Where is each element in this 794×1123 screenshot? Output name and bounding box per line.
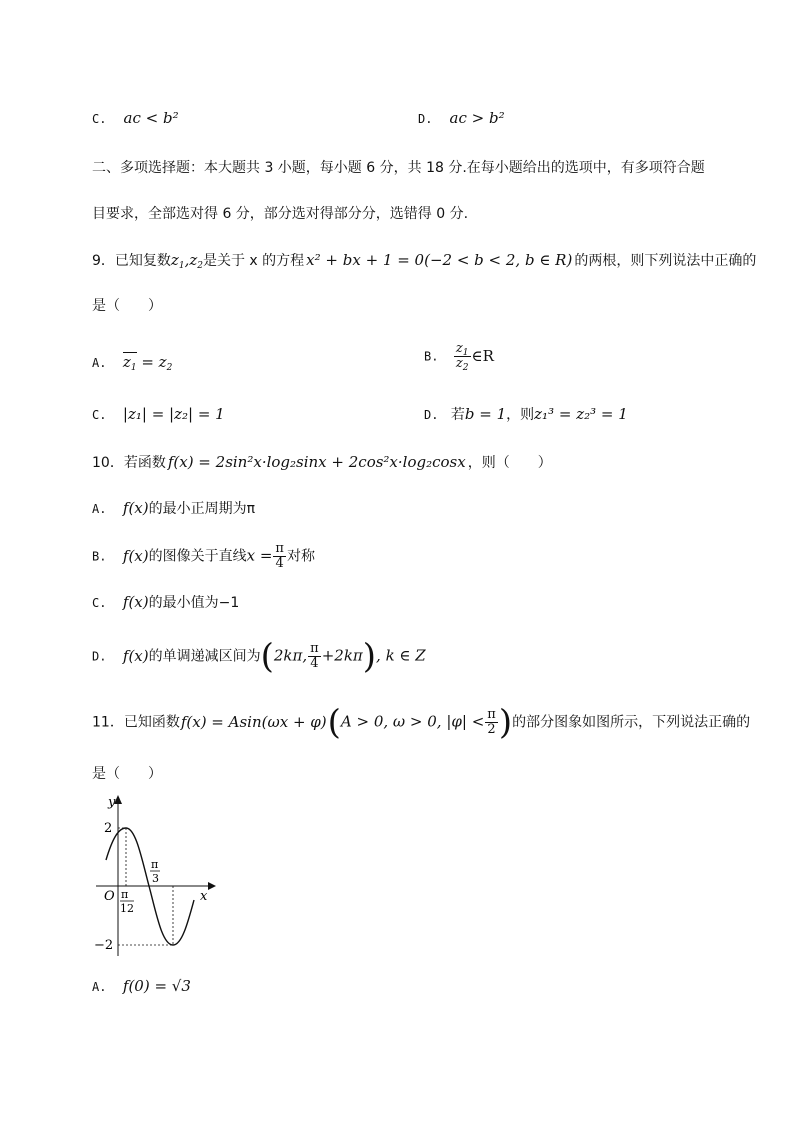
question-number: 11． [92,714,124,731]
x-axis-arrow [208,882,216,890]
y-max-label: 2 [104,821,113,836]
x-tick2-num: π [151,858,159,871]
option-9d: D. 若b = 1，则z₁³ = z₂³ = 1 [424,405,628,423]
option-label: B. [92,549,107,564]
option-label: C. [92,112,107,126]
option-d-prev [418,108,505,127]
question-text: 已知复数 [114,253,171,269]
x-tick2-den: 3 [152,872,159,885]
equation: x² + bx + 1 = 0(−2 < b < 2, b ∈ R) [306,251,573,269]
option-label: A. [92,356,107,370]
option-label: B. [424,349,439,364]
option-label: C. [92,408,107,422]
option-10d: D. f(x)的单调递减区间为(2kπ, $\frac{\pi}{4}$ +2kπ), k ∈ Z [92,636,426,677]
option-label: A. [92,980,107,994]
y-axis-label: y [108,795,116,810]
question-number: 9． [92,253,115,269]
y-min-label: −2 [94,938,114,953]
option-9c [92,404,225,425]
option-10b: B. f(x)的图像关于直线x = $\frac{\pi}{4}$ 对称 [92,541,315,571]
option-math: $z_1 = z_2$ [122,353,173,373]
option-11a [92,976,191,997]
option-label: D. [92,649,107,664]
option-9b [424,342,494,371]
option-math: f(0) = √3 [122,977,191,995]
option-10c: C. f(x)的最小值为−1 [92,593,240,611]
question-11-stem: 11．已知函数f(x) = Asin(ωx + φ)(A > 0, ω > 0, |φ| < $\frac{\pi}{2}$ )的部分图象如图所示，下列说法正确的 [92,702,751,743]
option-math: $\frac{z_1}{z_2}$ ∈R [455,341,494,373]
question-9-stem [92,250,756,271]
section-heading-line2: 目要求，全部选对得 6 分，部分选对得部分分，选错得 0 分. [92,206,469,222]
sine-graph [90,790,220,960]
option-math: |z₁| = |z₂| = 1 [122,405,225,423]
section-heading-line1: 二、多项选择题：本大题共 3 小题，每小题 6 分，共 18 分.在每小题给出的选项中，有多项符合题 [92,160,705,176]
option-label: D. [424,408,439,422]
question-text: 是关于 x 的方程 [202,253,305,269]
question-text: 的两根，则下列说法中正确的 [574,253,757,269]
option-10a: A. f(x)的最小正周期为π [92,499,256,517]
option-math: ac > b² [449,109,505,127]
question-9-stem-line2: 是（ ） [92,298,162,314]
option-label: D. [418,112,433,126]
z1-z2: $z_1,z_2$ [170,251,203,271]
origin-label: O [104,889,115,904]
option-c-prev [92,108,179,127]
option-label: C. [92,596,107,610]
question-11-stem-line2: 是（ ） [92,766,162,782]
x-axis-label: x [200,889,208,904]
function-def: f(x) = Asin(ωx + φ) [180,712,327,731]
x-tick1-den: 12 [120,902,134,915]
option-math: ac < b² [123,109,179,127]
option-label: A. [92,502,107,516]
option-9a [92,352,172,373]
question-number: 10． [92,455,124,471]
x-tick1-num: π [121,888,129,901]
function-def: f(x) = 2sin²x·log₂sinx + 2cos²x·log₂cosx [167,453,466,471]
question-10-stem: 10．若函数 f(x) = 2sin²x·log₂sinx + 2cos²x·log₂cosx ，则（ ） [92,453,552,471]
